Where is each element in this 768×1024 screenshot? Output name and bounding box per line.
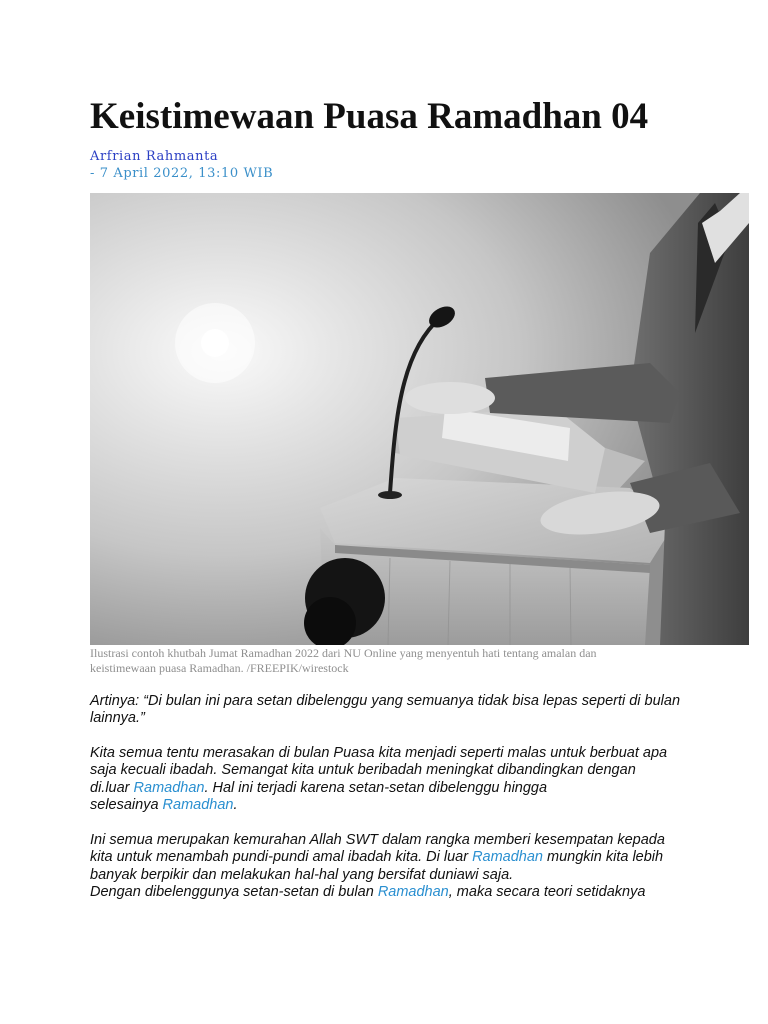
ramadhan-link[interactable]: Ramadhan (377, 883, 449, 900)
text-segment: Dengan dibelenggunya setan-setan di bulan (90, 883, 378, 900)
ramadhan-link[interactable]: Ramadhan (472, 849, 543, 866)
paragraph-line: Ini semua merupakan kemurahan Allah SWT dalam rangka memberi kesempatan kepada (90, 832, 665, 848)
text-segment: di.luar (90, 779, 134, 796)
text-segment: , maka secara teori setidaknya (448, 883, 646, 900)
ramadhan-link[interactable]: Ramadhan (133, 779, 205, 796)
paragraph-3 (90, 832, 690, 901)
paragraph-line: Kita semua tentu merasakan di bulan Puasa kita menjadi seperti malas untuk berbuat apa (90, 745, 668, 761)
publish-date: - 7 April 2022, 13:10 WIB (90, 166, 274, 181)
paragraph-line: Artinya: “Di bulan ini para setan dibelenggu yang semuanya tidak bisa lepas seperti di bulan (90, 693, 681, 709)
paragraph-line: saja kecuali ibadah. Semangat kita untuk beribadah meningkat dibandingkan dengan (90, 762, 636, 779)
text-segment: . Hal ini terjadi karena setan-setan dibelenggu hingga (204, 779, 548, 796)
paragraph-1 (90, 693, 690, 728)
author-link[interactable]: Arfrian Rahmanta (90, 149, 219, 164)
paragraph-line: banyak berpikir dan melakukan hal-hal yang bersifat duniawi saja. (90, 866, 514, 883)
image-caption: Ilustrasi contoh khutbah Jumat Ramadhan 2022 dari NU Online yang menyentuh hati tentang amalan dan keistimewaan puasa Ramadhan. /FREEPIK/wirestock (90, 646, 597, 675)
paragraph-2 (90, 745, 690, 814)
paragraph-line: lainnya.” (90, 710, 145, 727)
text-segment: mungkin kita lebih (543, 849, 664, 866)
ramadhan-link[interactable]: Ramadhan (162, 796, 234, 813)
text-segment: selesainya (90, 796, 163, 813)
article-title: Keistimewaan Puasa Ramadhan 04 (90, 96, 649, 137)
article-photo (90, 193, 749, 645)
paragraph-line (90, 884, 690, 901)
paragraph-line (90, 797, 690, 814)
paragraph-line (90, 780, 690, 797)
text-segment: kita untuk menambah pundi-pundi amal ibadah kita. Di luar (90, 849, 473, 866)
text-segment: . (233, 796, 238, 813)
paragraph-line (90, 849, 690, 866)
